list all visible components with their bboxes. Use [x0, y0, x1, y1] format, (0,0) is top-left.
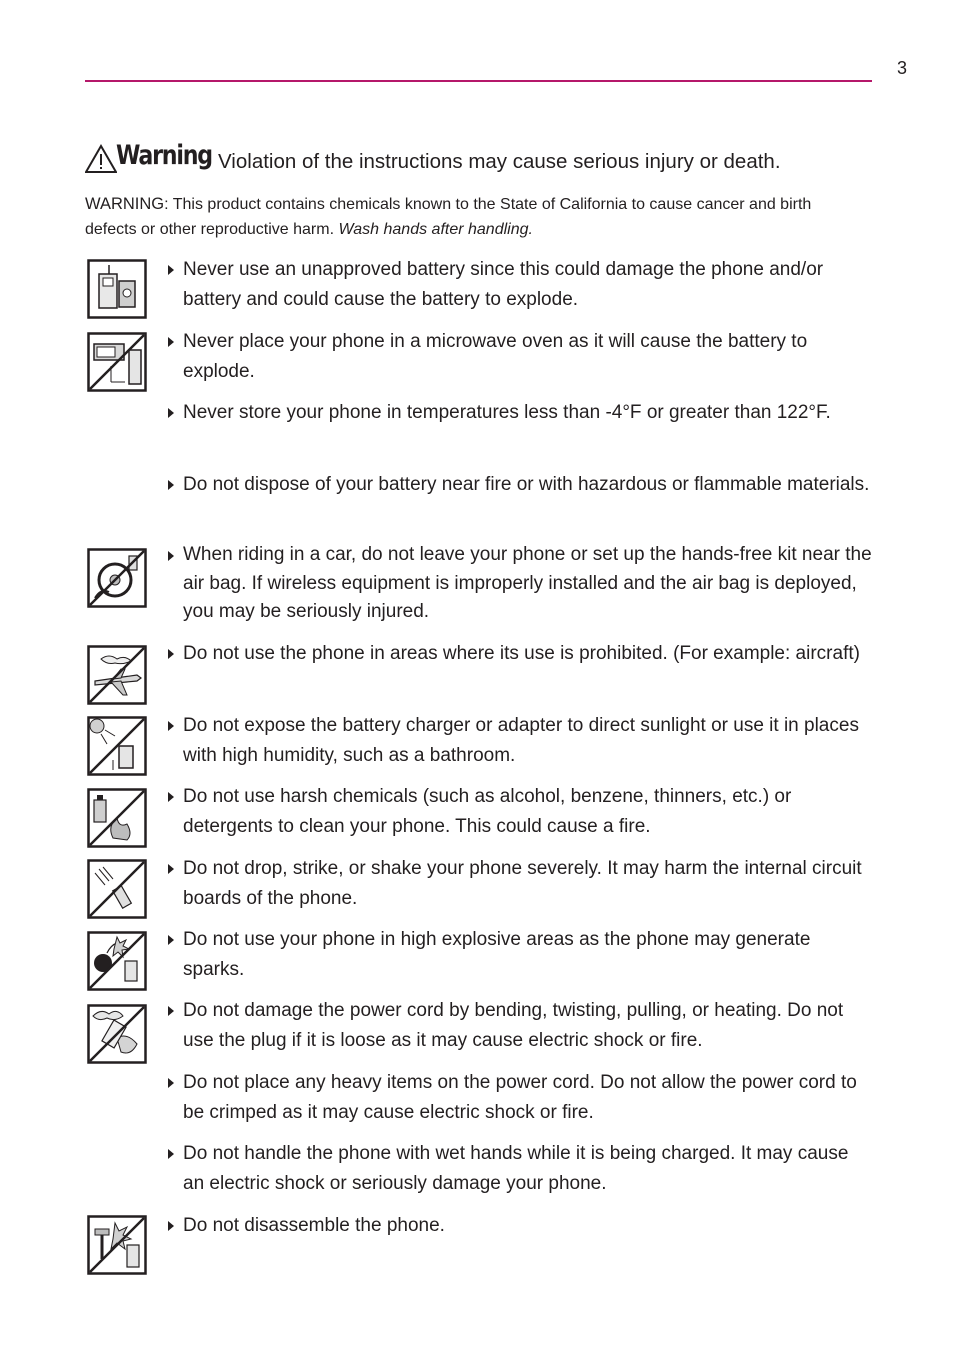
bullet-arrow-icon	[168, 1221, 174, 1231]
item-text: Do not dispose of your battery near fire or with hazardous or flammable materials.	[183, 474, 870, 495]
bullet-arrow-icon	[168, 265, 174, 275]
no-chemicals-icon	[87, 788, 147, 848]
list-item	[168, 1068, 873, 1128]
no-explosive-icon	[87, 931, 147, 991]
list-item	[168, 1139, 873, 1199]
no-microwave-icon	[87, 332, 147, 392]
item-text: Do not handle the phone with wet hands while it is being charged. It may cause an electric shock or seriously damage your phone.	[183, 1143, 849, 1194]
no-cord-damage-icon	[87, 1004, 147, 1064]
bullet-arrow-icon	[168, 649, 174, 659]
list-item	[168, 255, 873, 315]
item-text: Never use an unapproved battery since this could damage the phone and/or battery and could cause the battery to explode.	[183, 259, 824, 310]
list-item	[168, 639, 873, 669]
bullet-arrow-icon	[168, 864, 174, 874]
bullet-arrow-icon	[168, 1149, 174, 1159]
header-rule	[85, 80, 872, 82]
bullet-arrow-icon	[168, 480, 174, 490]
list-item	[168, 398, 873, 428]
item-text: Do not expose the battery charger or adapter to direct sunlight or use it in places with high humidity, such as a bathroom.	[183, 715, 859, 766]
california-text: : This product contains chemicals known to the State of California to cause cancer and birth defects or other reproductive harm.	[85, 196, 812, 238]
page-number: 3	[897, 58, 908, 78]
list-item	[168, 541, 873, 627]
warning-heading	[85, 140, 885, 180]
item-text: Do not place any heavy items on the power cord. Do not allow the power cord to be crimped as it may cause electric shock or fire.	[183, 1072, 857, 1123]
bullet-arrow-icon	[168, 337, 174, 347]
list-item	[168, 327, 873, 387]
item-text: Do not use your phone in high explosive areas as the phone may generate sparks.	[183, 929, 811, 980]
california-emphasis: Wash hands after handling.	[338, 221, 533, 238]
bullet-arrow-icon	[168, 1006, 174, 1016]
bullet-arrow-icon	[168, 1078, 174, 1088]
no-disassemble-icon	[87, 1215, 147, 1275]
list-item	[168, 925, 873, 985]
warning-word: Warning	[116, 140, 212, 171]
list-item	[168, 996, 873, 1056]
item-text: Do not disassemble the phone.	[183, 1215, 445, 1236]
battery-charger-icon	[87, 259, 147, 319]
list-item	[168, 782, 873, 842]
no-aircraft-icon	[87, 645, 147, 705]
warning-triangle-icon	[85, 144, 117, 174]
item-text: Do not use harsh chemicals (such as alcohol, benzene, thinners, etc.) or detergents to clean your phone. This could cause a fire.	[183, 786, 792, 837]
no-sunlight-humidity-icon	[87, 716, 147, 776]
bullet-arrow-icon	[168, 935, 174, 945]
bullet-arrow-icon	[168, 792, 174, 802]
no-airbag-icon	[87, 548, 147, 608]
item-text: Never store your phone in temperatures less than -4°F or greater than 122°F.	[183, 402, 831, 423]
item-text: Do not damage the power cord by bending, twisting, pulling, or heating. Do not use the plug if it is loose as it may cause electric shock or fire.	[183, 1000, 844, 1051]
list-item	[168, 1211, 873, 1241]
no-drop-icon	[87, 859, 147, 919]
item-text: Never place your phone in a microwave oven as it will cause the battery to explode.	[183, 331, 808, 382]
item-text: Do not drop, strike, or shake your phone severely. It may harm the internal circuit boards of the phone.	[183, 858, 862, 909]
list-item	[168, 854, 873, 914]
california-warning	[85, 192, 865, 242]
bullet-arrow-icon	[168, 721, 174, 731]
bullet-arrow-icon	[168, 408, 174, 418]
heading-text: Violation of the instructions may cause serious injury or death.	[218, 150, 781, 173]
california-label: WARNING	[85, 195, 165, 213]
item-text: Do not use the phone in areas where its use is prohibited. (For example: aircraft)	[183, 643, 860, 664]
bullet-arrow-icon	[168, 551, 174, 561]
list-item	[168, 711, 873, 771]
item-text: When riding in a car, do not leave your phone or set up the hands-free kit near the air bag. If wireless equipment is improperly installed and the air bag is deployed, you may be seriously injured.	[183, 544, 872, 622]
list-item	[168, 470, 873, 500]
